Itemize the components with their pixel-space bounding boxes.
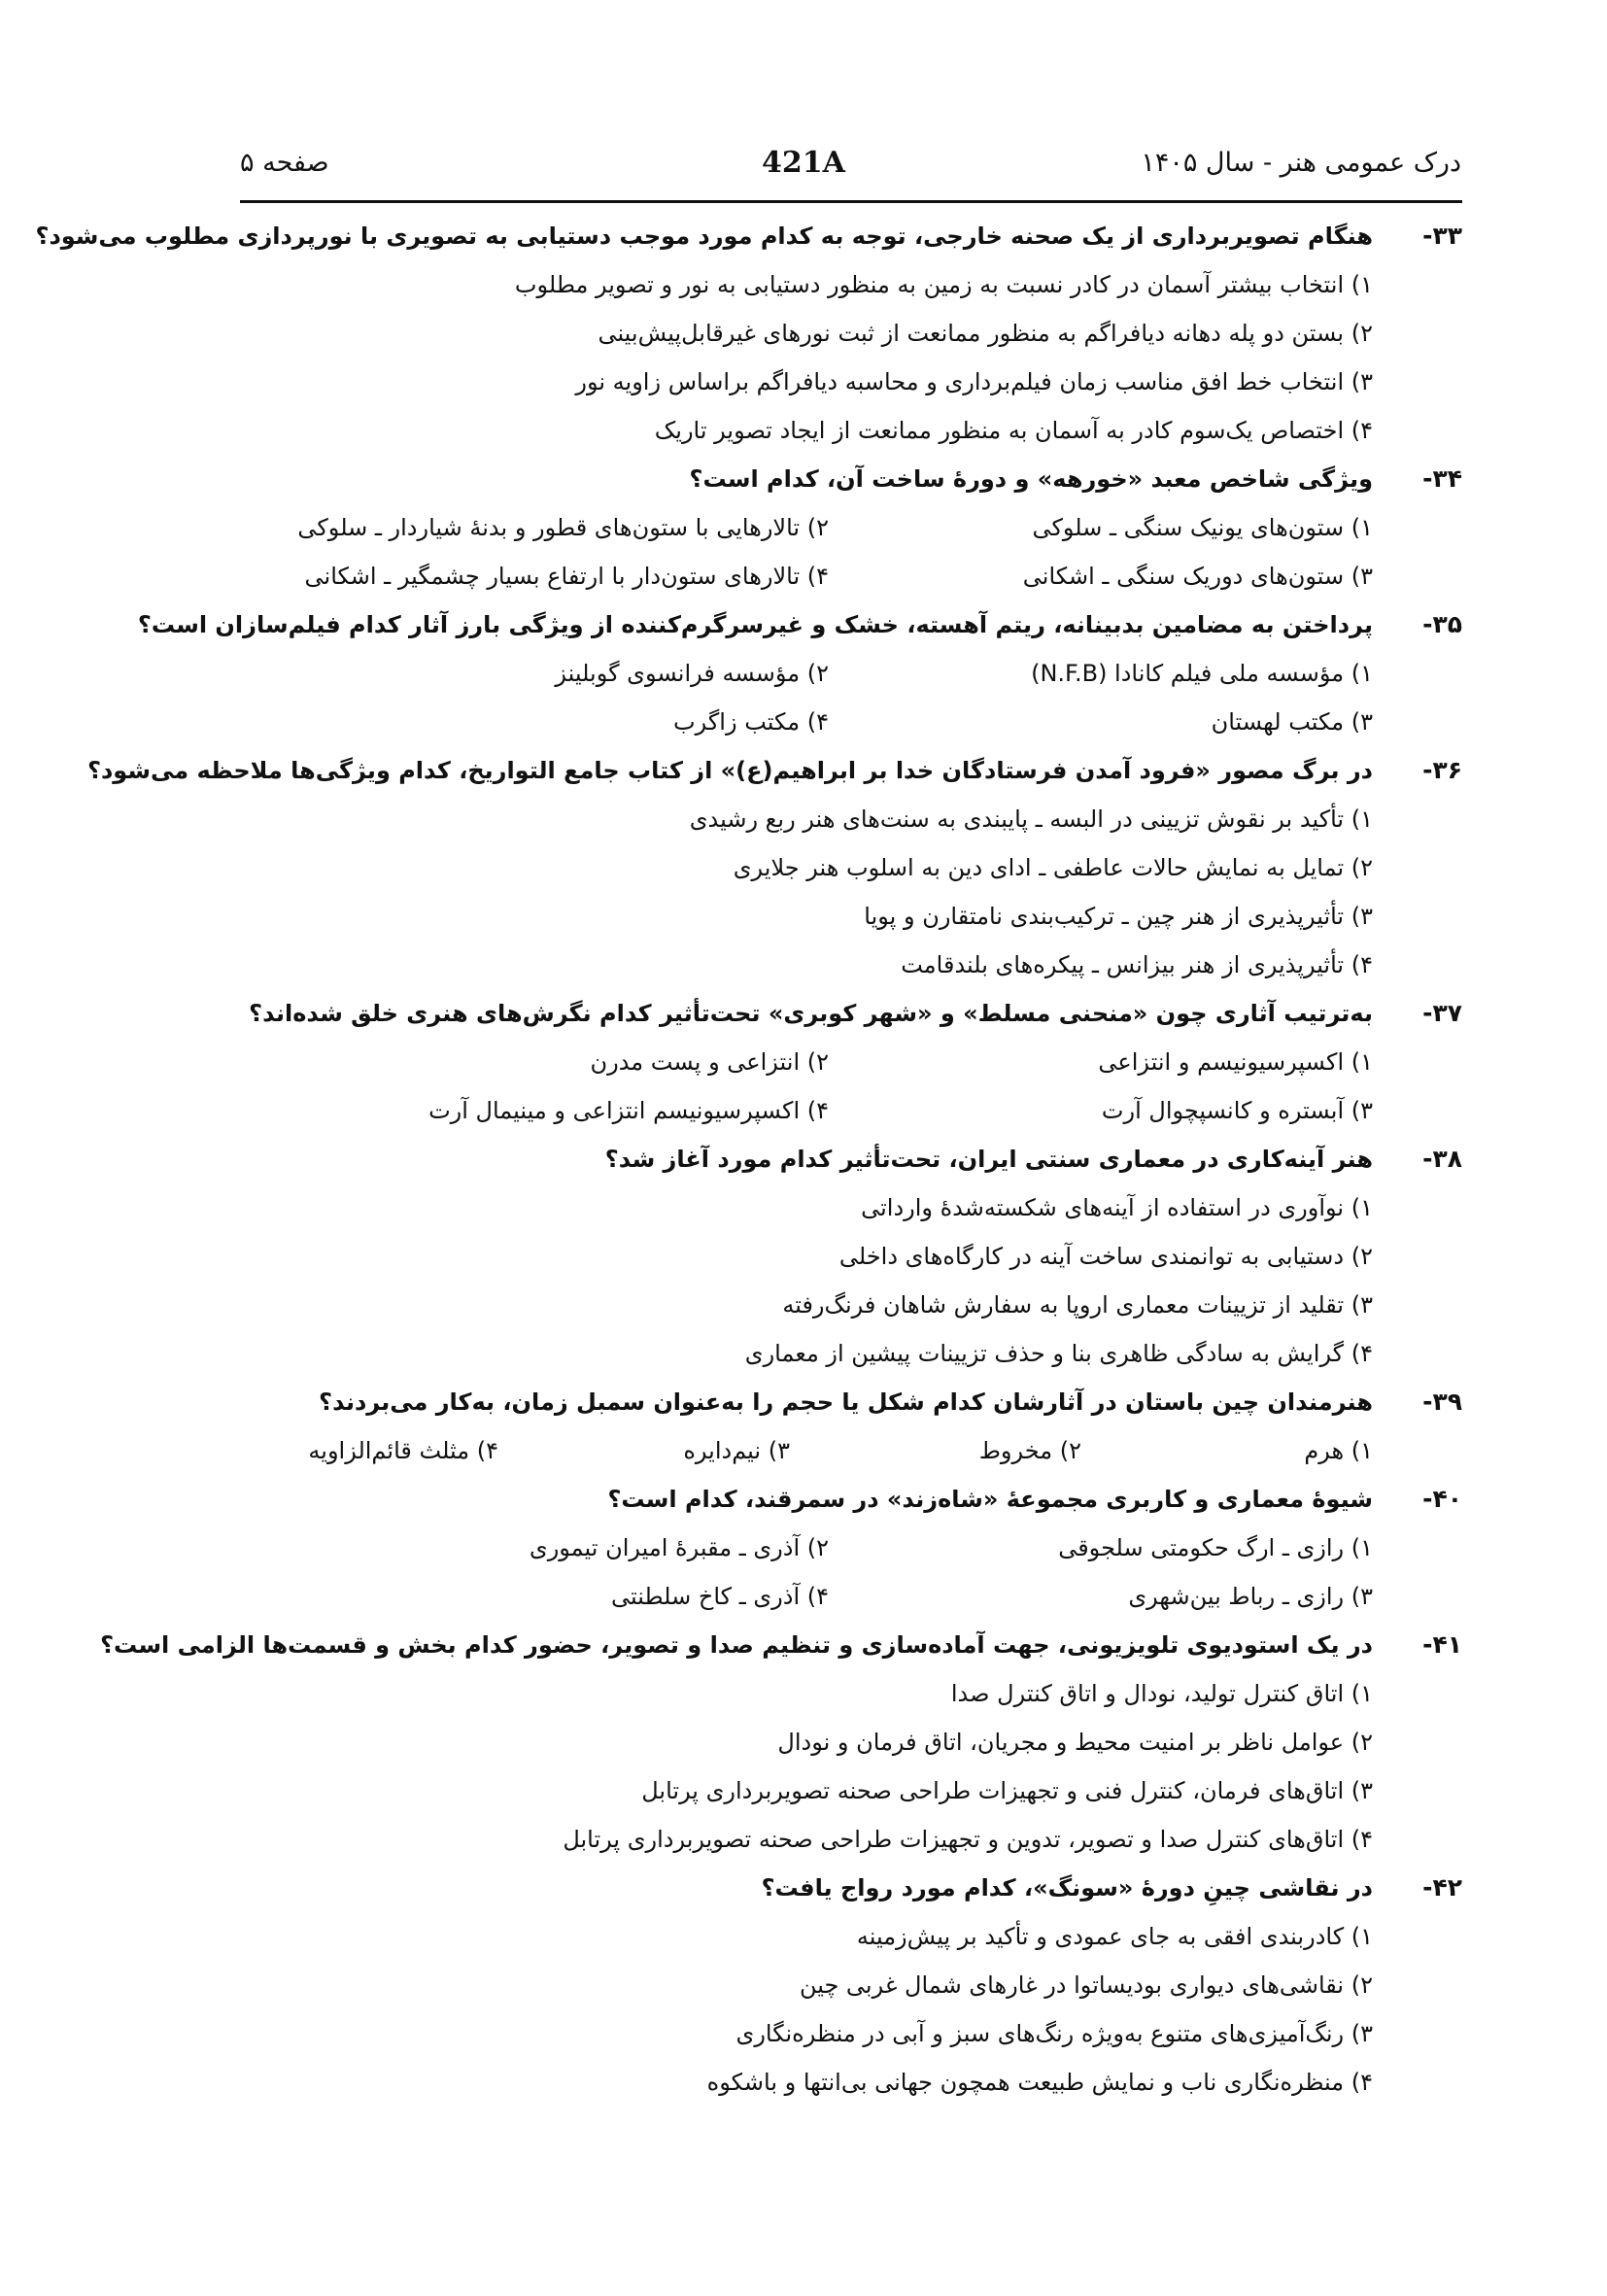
- question: [87, 746, 1462, 989]
- question-stem: [35, 212, 1462, 260]
- answer-option: ۳) رنگ‌آمیزی‌های متنوع به‌ویژه رنگ‌های سبز و آبی در منظره‌نگاری: [735, 2020, 1373, 2047]
- answer-option: ۱) ستون‌های یونیک سنگی ـ سلوکی: [1032, 514, 1373, 541]
- question-number: ۳۹-: [1422, 1388, 1462, 1416]
- answer-option: ۴) تالارهای ستون‌دار با ارتفاع بسیار چشمگیر ـ اشکانی: [304, 563, 829, 590]
- answer-option: ۴) اتاق‌های کنترل صدا و تصویر، تدوین و تجهیزات طراحی صحنه تصویربرداری پرتابل: [563, 1826, 1373, 1853]
- question: [185, 1475, 1462, 1621]
- answer-option: ۳) انتخاب خط افق مناسب زمان فیلم‌برداری و محاسبه دیافراگم براساس زاویه نور: [575, 368, 1373, 395]
- answer-option: ۴) گرایش به سادگی ظاهری بنا و حذف تزیینات پیشین از معماری: [744, 1340, 1373, 1367]
- question-stem: [87, 746, 1462, 795]
- question-text: در یک استودیوی تلویزیونی، جهت آماده‌سازی و تنظیم صدا و تصویر، حضور کدام بخش و قسمت‌ها الزامی است؟: [100, 1631, 1373, 1659]
- question-stem: [100, 1621, 1462, 1669]
- answer-option: ۲) آذری ـ مقبرهٔ امیران تیموری: [529, 1534, 829, 1561]
- answer-option: ۲) دستیابی به توانمندی ساخت آینه در کارگاه‌های داخلی: [838, 1243, 1373, 1270]
- header-page-number: صفحه ۵: [240, 148, 329, 178]
- answer-option: ۱) نوآوری در استفاده از آینه‌های شکسته‌شدهٔ وارداتی: [861, 1194, 1373, 1221]
- question-number: ۴۰-: [1422, 1485, 1462, 1513]
- answer-options: [185, 649, 1462, 746]
- question: [185, 455, 1462, 600]
- answer-option: ۴) تأثیرپذیری از هنر بیزانس ـ پیکره‌های بلندقامت: [901, 951, 1373, 978]
- question-stem: [185, 1378, 1462, 1426]
- question: [185, 1135, 1462, 1378]
- answer-options: [185, 1426, 1462, 1475]
- answer-option: ۴) آذری ـ کاخ سلطنتی: [611, 1583, 829, 1610]
- answer-options: [185, 1669, 1462, 1864]
- answer-options: [185, 1524, 1462, 1621]
- question-text: به‌ترتیب آثاری چون «منحنی مسلط» و «شهر کوبری» تحت‌تأثیر کدام نگرش‌های هنری خلق شده‌اند؟: [249, 1000, 1373, 1027]
- answer-option: ۲) تمایل به نمایش حالات عاطفی ـ ادای دین به اسلوب هنر جلایری: [733, 854, 1373, 881]
- question-number: ۳۸-: [1422, 1145, 1462, 1173]
- question-text: شیوهٔ معماری و کاربری مجموعهٔ «شاه‌زند» در سمرقند، کدام است؟: [607, 1486, 1373, 1513]
- question: [100, 1621, 1462, 1864]
- question-number: ۳۶-: [1422, 756, 1462, 784]
- header-exam-title: درک عمومی هنر - سال ۱۴۰۵: [1141, 148, 1461, 178]
- question-text: ویژگی شاخص معبد «خورهه» و دورهٔ ساخت آن، کدام است؟: [689, 465, 1373, 493]
- answer-option: ۲) مؤسسه فرانسوی گوبلینز: [555, 660, 829, 687]
- answer-option: ۱) رازی ـ ارگ حکومتی سلجوقی: [1058, 1534, 1373, 1561]
- answer-option: ۳) اتاق‌های فرمان، کنترل فنی و تجهیزات طراحی صحنه تصویربرداری پرتابل: [641, 1777, 1373, 1804]
- answer-option: ۲) تالارهایی با ستون‌های قطور و بدنهٔ شیاردار ـ سلوکی: [297, 514, 829, 541]
- question-stem: [185, 1864, 1462, 1912]
- answer-option: ۴) اکسپرسیونیسم انتزاعی و مینیمال آرت: [428, 1097, 829, 1124]
- answer-option: ۱) کادربندی افقی به جای عمودی و تأکید بر پیش‌زمینه: [856, 1923, 1373, 1950]
- answer-option: ۳) رازی ـ رباط بین‌شهری: [1128, 1583, 1373, 1610]
- question: [185, 1864, 1462, 2107]
- answer-options: [185, 260, 1462, 455]
- answer-option: ۴) مثلث قائم‌الزاویه: [308, 1437, 498, 1464]
- question-text: در برگ مصور «فرود آمدن فرستادگان خدا بر ابراهیم(ع)» از کتاب جامع التواریخ، کدام ویژگی‌ها ملاحظه می‌شود؟: [87, 757, 1373, 784]
- question-text: در نقاشی چینِ دورهٔ «سونگ»، کدام مورد رواج یافت؟: [761, 1874, 1373, 1902]
- question-stem: [185, 455, 1462, 503]
- answer-option: ۱) مؤسسه ملی فیلم کانادا (N.F.B): [1031, 660, 1373, 687]
- answer-option: ۳) تأثیرپذیری از هنر چین ـ ترکیب‌بندی نامتقارن و پویا: [864, 903, 1373, 930]
- question: [35, 212, 1462, 455]
- answer-option: ۱) اتاق کنترل تولید، نودال و اتاق کنترل صدا: [950, 1680, 1373, 1707]
- question-text: پرداختن به مضامین بدبینانه، ریتم آهسته، خشک و غیرسرگرم‌کننده از ویژگی بارز آثار کدام فیلم‌سازان است؟: [137, 611, 1373, 638]
- question: [185, 989, 1462, 1135]
- answer-option: ۴) منظره‌نگاری ناب و نمایش طبیعت همچون جهانی بی‌انتها و باشکوه: [706, 2069, 1373, 2096]
- question-number: ۳۳-: [1422, 222, 1462, 250]
- answer-option: ۳) آبستره و کانسپچوال آرت: [1101, 1097, 1373, 1124]
- answer-option: ۳) مکتب لهستان: [1211, 708, 1373, 736]
- answer-option: ۴) اختصاص یک‌سوم کادر به آسمان به منظور ممانعت از ایجاد تصویر تاریک: [654, 417, 1373, 444]
- question-text: هنر آینه‌کاری در معماری سنتی ایران، تحت‌تأثیر کدام مورد آغاز شد؟: [604, 1146, 1373, 1173]
- answer-option: ۲) انتزاعی و پست مدرن: [590, 1048, 829, 1076]
- question-stem: [185, 1135, 1462, 1183]
- answer-options: [185, 1038, 1462, 1135]
- answer-options: [185, 503, 1462, 600]
- answer-options: [185, 1183, 1462, 1378]
- question-list: [35, 212, 1462, 2107]
- question-number: ۳۵-: [1422, 610, 1462, 638]
- answer-option: ۱) انتخاب بیشتر آسمان در کادر نسبت به زمین به منظور دستیابی به نور و تصویر مطلوب: [514, 271, 1373, 298]
- answer-option: ۱) هرم: [1304, 1437, 1373, 1464]
- answer-option: ۲) بستن دو پله دهانه دیافراگم به منظور ممانعت از ثبت نورهای غیرقابل‌پیش‌بینی: [598, 320, 1373, 347]
- question-stem: [137, 600, 1462, 649]
- question: [185, 1378, 1462, 1475]
- answer-option: ۱) اکسپرسیونیسم و انتزاعی: [1098, 1048, 1373, 1076]
- answer-options: [185, 1912, 1462, 2107]
- header-exam-code: 421A: [762, 146, 845, 180]
- answer-option: ۱) تأکید بر نقوش تزیینی در البسه ـ پایبندی به سنت‌های هنر ربع رشیدی: [689, 805, 1373, 833]
- question-number: ۳۴-: [1422, 464, 1462, 493]
- question-stem: [185, 1475, 1462, 1524]
- answer-option: ۳) نیم‌دایره: [683, 1437, 790, 1464]
- question: [137, 600, 1462, 746]
- question-number: ۳۷-: [1422, 999, 1462, 1027]
- answer-option: ۲) نقاشی‌های دیواری بودیساتوا در غارهای شمال غربی چین: [799, 1971, 1373, 1999]
- question-stem: [185, 989, 1462, 1038]
- question-number: ۴۲-: [1422, 1873, 1462, 1902]
- answer-option: ۲) مخروط: [978, 1437, 1081, 1464]
- question-text: هنرمندان چین باستان در آثارشان کدام شکل یا حجم را به‌عنوان سمبل زمان، به‌کار می‌بردند؟: [319, 1388, 1373, 1416]
- question-number: ۴۱-: [1422, 1630, 1462, 1659]
- question-text: هنگام تصویربرداری از یک صحنه خارجی، توجه به کدام مورد موجب دستیابی به تصویری با نورپردازی مطلوب می‌شود؟: [35, 223, 1373, 250]
- answer-options: [185, 795, 1462, 989]
- answer-option: ۲) عوامل ناظر بر امنیت محیط و مجریان، اتاق فرمان و نودال: [777, 1729, 1373, 1756]
- answer-option: ۴) مکتب زاگرب: [673, 708, 829, 736]
- answer-option: ۳) تقلید از تزیینات معماری اروپا به سفارش شاهان فرنگ‌رفته: [782, 1291, 1373, 1319]
- header-divider: [240, 200, 1462, 203]
- answer-option: ۳) ستون‌های دوریک سنگی ـ اشکانی: [1022, 563, 1373, 590]
